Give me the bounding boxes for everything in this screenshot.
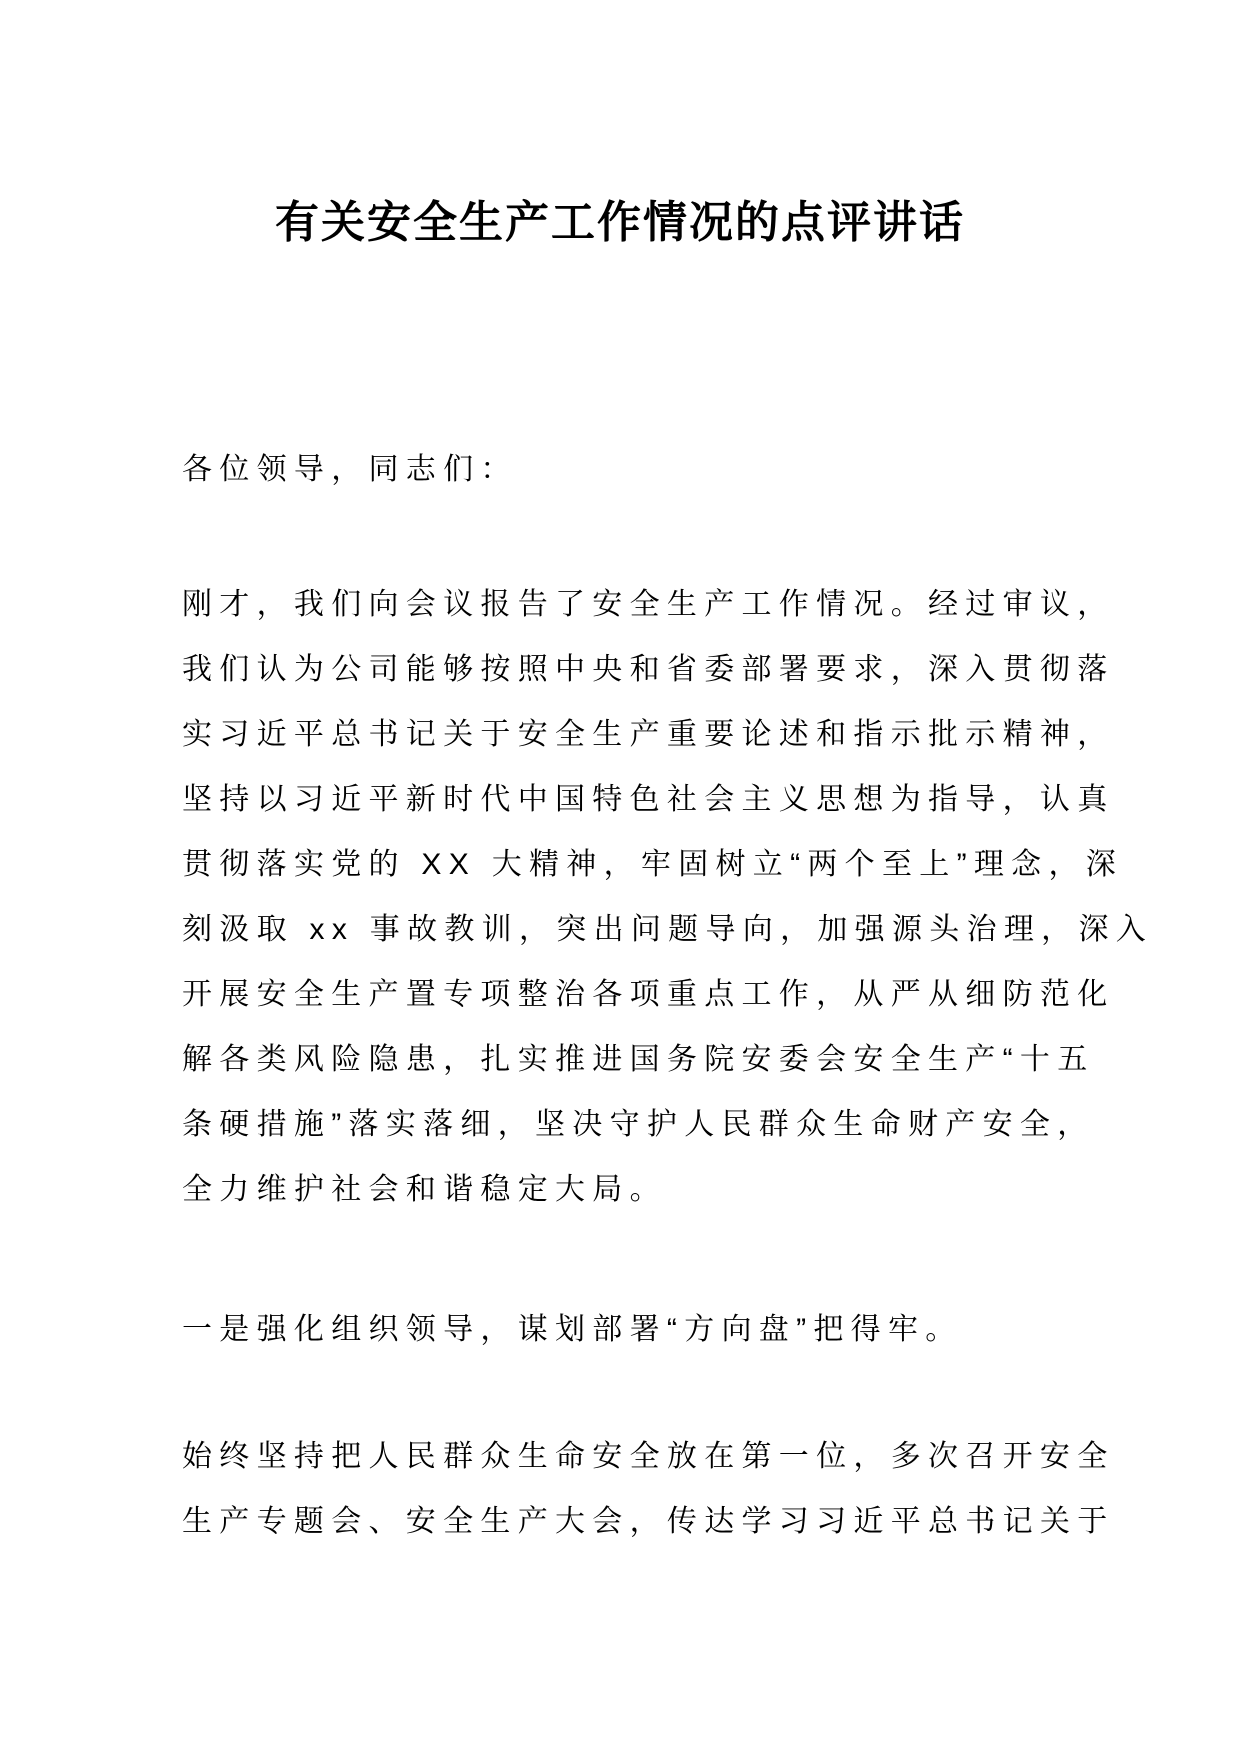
text-line: 坚持以习近平新时代中国特色社会主义思想为指导，认真 <box>182 783 1115 816</box>
text-line: 全力维护社会和谐稳定大局。 <box>182 1173 667 1206</box>
text-line: 一是强化组织领导，谋划部署“方向盘”把得牢。 <box>182 1313 963 1346</box>
text-line: 刚才，我们向会议报告了安全生产工作情况。经过审议， <box>182 588 1115 621</box>
document-body <box>182 437 1154 1554</box>
text-line: 条硬措施”落实落细，坚决守护人民群众生命财产安全， <box>182 1108 1095 1141</box>
text-line: 实习近平总书记关于安全生产重要论述和指示批示精神， <box>182 718 1115 751</box>
text-line: 我们认为公司能够按照中央和省委部署要求，深入贯彻落 <box>182 653 1115 686</box>
paragraph-salutation <box>182 437 1140 502</box>
text-line: 各位领导，同志们： <box>182 453 518 486</box>
text-line: 开展安全生产置专项整治各项重点工作，从严从细防范化 <box>182 978 1115 1011</box>
text-line: 解各类风险隐患，扎实推进国务院安委会安全生产“十五 <box>182 1043 1095 1076</box>
document-title: 有关安全生产工作情况的点评讲话 <box>275 198 965 247</box>
paragraph-para-2 <box>182 1424 1140 1554</box>
text-line: 生产专题会、安全生产大会，传达学习习近平总书记关于 <box>182 1505 1115 1538</box>
paragraph-para-1 <box>182 572 1154 1222</box>
text-line: 贯彻落实党的 XX 大精神，牢固树立“两个至上”理念，深 <box>182 848 1124 881</box>
text-line: 始终坚持把人民群众生命安全放在第一位，多次召开安全 <box>182 1440 1115 1473</box>
paragraph-section-heading-1 <box>182 1297 1140 1362</box>
text-line: 刻汲取 xx 事故教训，突出问题导向，加强源头治理，深入 <box>182 913 1154 946</box>
